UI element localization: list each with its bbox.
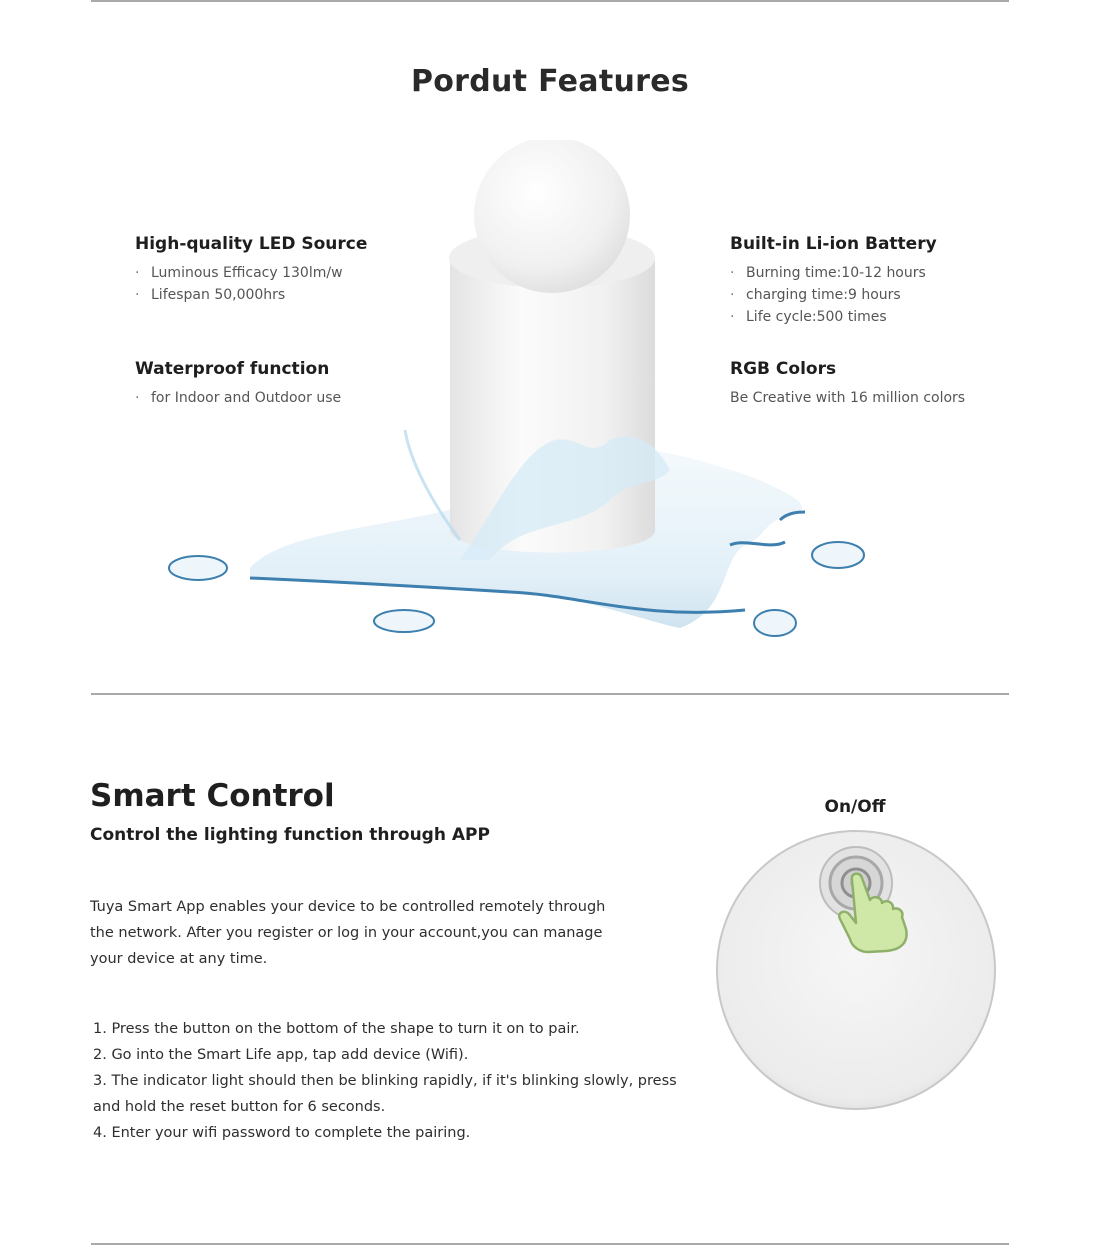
feature-heading: Waterproof function (135, 359, 330, 379)
feature-battery (730, 234, 937, 328)
feature-waterproof (135, 359, 341, 409)
feature-text: Be Creative with 16 million colors (730, 390, 966, 406)
top-divider (91, 0, 1009, 2)
section-divider (91, 693, 1009, 695)
pairing-step: 4. Enter your wifi password to complete the pairing. (93, 1125, 471, 1141)
pairing-step: 1. Press the button on the bottom of the shape to turn it on to pair. (93, 1021, 580, 1037)
feature-item: · for Indoor and Outdoor use (135, 387, 341, 409)
pairing-steps (93, 1016, 683, 1146)
feature-led-source (135, 234, 367, 306)
pairing-step: 3. The indicator light should then be blinking rapidly, if it's blinking slowly, press and hold the reset button for 6 seconds. (93, 1073, 677, 1115)
smart-control-title: Smart Control (90, 778, 335, 814)
device-bottom-image (710, 825, 1000, 1115)
smart-control-subtitle: Control the lighting function through APP (90, 825, 490, 845)
features-title: Pordut Features (410, 64, 690, 99)
onoff-label: On/Off (824, 797, 886, 817)
feature-rgb-colors (730, 359, 965, 409)
feature-heading: High-quality LED Source (135, 234, 368, 254)
feature-list (135, 262, 367, 306)
feature-list (730, 262, 937, 328)
feature-item: · Life cycle:500 times (730, 306, 937, 328)
bottom-divider (91, 1243, 1009, 1245)
feature-item: · Lifespan 50,000hrs (135, 284, 367, 306)
feature-item: · Burning time:10-12 hours (730, 262, 937, 284)
feature-item: · Luminous Efficacy 130lm/w (135, 262, 367, 284)
feature-heading: Built-in Li-ion Battery (730, 234, 937, 254)
feature-heading: RGB Colors (730, 359, 837, 379)
feature-item: · charging time:9 hours (730, 284, 937, 306)
feature-list (135, 387, 341, 409)
smart-control-description: Tuya Smart App enables your device to be controlled remotely through the network. After you register or log in your account,you can manage your device at any time. (90, 899, 606, 967)
pairing-step: 2. Go into the Smart Life app, tap add device (Wifi). (93, 1047, 469, 1063)
